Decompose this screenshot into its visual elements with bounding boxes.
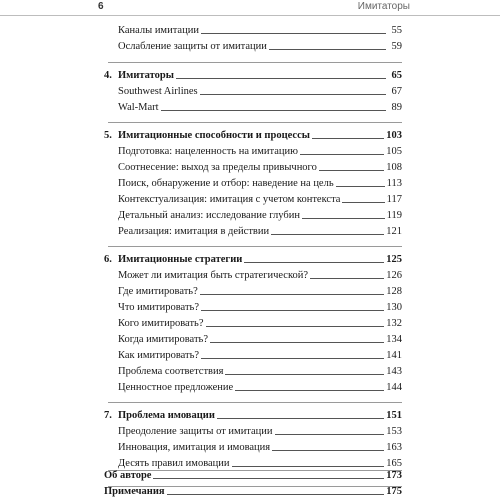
toc-entry-page: 143 (386, 366, 402, 377)
toc-section-title: Примечания (104, 486, 165, 497)
leader-line (310, 278, 384, 279)
toc-entry-title: Ослабление защиты от имитации (118, 41, 267, 52)
toc-entry-page: 151 (386, 410, 402, 421)
toc-entry-page: 173 (386, 470, 402, 481)
leader-line (319, 170, 384, 171)
leader-line (167, 494, 385, 495)
chapter-number: 6. (104, 254, 112, 265)
toc-entry-page: 163 (386, 442, 402, 453)
leader-line (201, 33, 386, 34)
toc-entry-page: 108 (386, 162, 402, 173)
leader-line (206, 326, 385, 327)
toc-entry[interactable] (118, 282, 402, 298)
leader-line (201, 358, 384, 359)
toc-entry-title: Southwest Airlines (118, 86, 198, 97)
chapter-divider (108, 62, 402, 63)
toc-chapter-title: Проблема имовации (118, 410, 215, 421)
leader-line (153, 478, 384, 479)
leader-line (275, 434, 385, 435)
leader-line (161, 110, 386, 111)
leader-line (300, 154, 384, 155)
toc-entry-title: Как имитировать? (118, 350, 200, 361)
toc-chapter[interactable] (104, 126, 402, 142)
toc-entry[interactable] (118, 21, 402, 37)
leader-line (312, 138, 384, 139)
toc-entry-page: 130 (386, 302, 402, 313)
toc-entry[interactable] (118, 82, 402, 98)
chapter-divider (108, 246, 402, 247)
toc-entry[interactable] (118, 422, 402, 438)
toc-entry-page: 126 (386, 270, 402, 281)
leader-line (342, 202, 384, 203)
toc-section-notes[interactable] (104, 482, 402, 498)
toc-entry[interactable] (118, 142, 402, 158)
toc-entry-page: 128 (386, 286, 402, 297)
toc-entry[interactable] (118, 298, 402, 314)
toc-entry-page: 89 (391, 102, 402, 113)
toc-entry[interactable] (118, 222, 402, 238)
toc-entry-page: 103 (386, 130, 402, 141)
toc-entry[interactable] (118, 37, 402, 53)
toc-entry[interactable] (118, 378, 402, 394)
toc-entry-title: Когда имитировать? (118, 334, 208, 345)
toc-entry[interactable] (118, 314, 402, 330)
toc-entry-page: 67 (391, 86, 402, 97)
toc-entry-title: Реализация: имитация в действии (118, 226, 270, 237)
toc-entry-title: Подготовка: нацеленность на имитацию (118, 146, 298, 157)
toc-entry-page: 55 (391, 25, 402, 36)
leader-line (269, 49, 386, 50)
toc-chapter-title: Имитаторы (118, 70, 174, 81)
leader-line (302, 218, 385, 219)
toc-entry[interactable] (118, 266, 402, 282)
toc-entry-title: Инновация, имитация и имовация (118, 442, 271, 453)
toc-chapter-title: Имитационные стратегии (118, 254, 243, 265)
leader-line (201, 310, 384, 311)
page-number: 6 (98, 1, 104, 12)
leader-line (235, 390, 384, 391)
toc-entry[interactable] (118, 346, 402, 362)
toc-entry-title: Ценностное предложение (118, 382, 234, 393)
chapter-number: 5. (104, 130, 112, 141)
leader-line (210, 342, 384, 343)
leader-line (200, 294, 385, 295)
toc-entry-page: 117 (386, 194, 402, 205)
leader-line (176, 78, 386, 79)
chapter-divider (108, 122, 402, 123)
leader-line (244, 262, 384, 263)
chapter-number: 7. (104, 410, 112, 421)
toc-entry[interactable] (118, 174, 402, 190)
chapter-divider (108, 402, 402, 403)
toc-entry-page: 119 (386, 210, 402, 221)
toc-chapter[interactable] (104, 406, 402, 422)
toc-entry-page: 113 (386, 178, 402, 189)
toc-entry[interactable] (118, 362, 402, 378)
chapter-number: 4. (104, 70, 112, 81)
toc-entry-title: Десять правил имовации (118, 458, 230, 469)
toc-chapter-title: Имитационные способности и процессы (118, 130, 310, 141)
toc-entry-title: Контекстуализация: имитация с учетом контекста (118, 194, 341, 205)
toc-entry[interactable] (118, 330, 402, 346)
toc-chapter[interactable] (104, 66, 402, 82)
toc-entry-page: 125 (386, 254, 402, 265)
leader-line (272, 450, 384, 451)
toc-entry-page: 121 (386, 226, 402, 237)
toc-entry[interactable] (118, 190, 402, 206)
toc-entry-title: Проблема соответствия (118, 366, 224, 377)
toc-entry-page: 132 (386, 318, 402, 329)
leader-line (217, 418, 384, 419)
toc-entry-page: 165 (386, 458, 402, 469)
toc-entry-page: 105 (386, 146, 402, 157)
toc-entry-page: 65 (391, 70, 402, 81)
running-title: Имитаторы (357, 1, 410, 12)
toc-entry[interactable] (118, 98, 402, 114)
toc-chapter[interactable] (104, 250, 402, 266)
toc-entry-title: Преодоление защиты от имитации (118, 426, 273, 437)
toc-entry-page: 153 (386, 426, 402, 437)
leader-line (200, 94, 386, 95)
toc-entry-title: Кого имитировать? (118, 318, 204, 329)
toc-entry-title: Поиск, обнаружение и отбор: наведение на цель (118, 178, 334, 189)
toc-entry-page: 134 (386, 334, 402, 345)
toc-entry[interactable] (118, 438, 402, 454)
toc-entry-page: 59 (391, 41, 402, 52)
toc-entry-title: Может ли имитация быть стратегической? (118, 270, 309, 281)
toc-entry-title: Что имитировать? (118, 302, 199, 313)
toc-entry-title: Детальный анализ: исследование глубин (118, 210, 300, 221)
toc-entry-page: 141 (386, 350, 402, 361)
toc-entry-page: 175 (386, 486, 402, 497)
toc-section-title: Об авторе (104, 470, 152, 481)
leader-line (336, 186, 385, 187)
toc-section-about-author[interactable] (104, 466, 402, 482)
leader-line (271, 234, 384, 235)
toc-entry[interactable] (118, 206, 402, 222)
toc-entry-title: Wal-Mart (118, 102, 159, 113)
leader-line (225, 374, 384, 375)
toc-entry-title: Где имитировать? (118, 286, 198, 297)
toc-entry-title: Соотнесение: выход за пределы привычного (118, 162, 317, 173)
toc-entry-title: Каналы имитации (118, 25, 199, 36)
toc-entry-page: 144 (386, 382, 402, 393)
toc-entry[interactable] (118, 158, 402, 174)
